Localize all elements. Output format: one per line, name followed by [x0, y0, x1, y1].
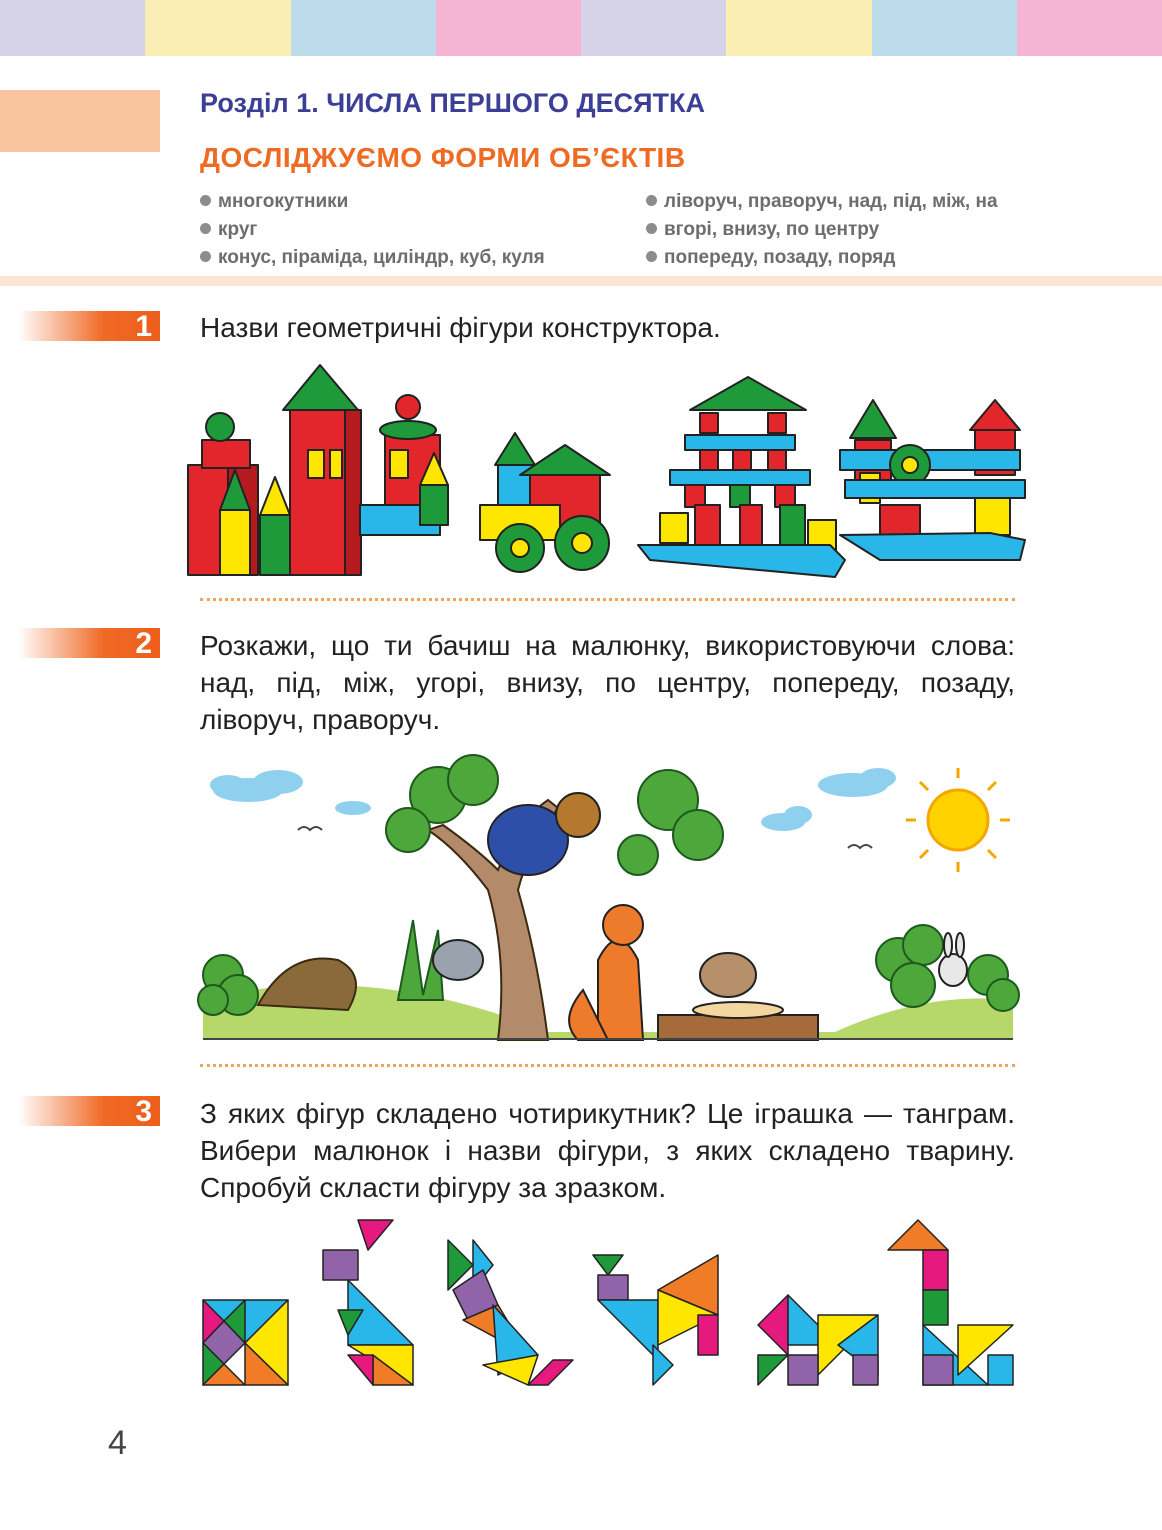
color-strip — [1017, 0, 1162, 56]
color-strip — [291, 0, 436, 56]
chapter-tag — [0, 90, 160, 152]
keyword-text: ліворуч, праворуч, над, під, між, на — [664, 191, 998, 212]
keyword-item — [646, 216, 998, 244]
keyword-item — [200, 216, 545, 244]
color-strip — [436, 0, 581, 56]
dotted-separator — [200, 1064, 1015, 1067]
page-number: 4 — [108, 1424, 127, 1462]
color-strip — [0, 0, 145, 56]
tangram-figures-illustration — [198, 1215, 1018, 1390]
task-1-text: Назви геометричні фігури конструктора. — [200, 312, 721, 343]
bullet-icon — [646, 195, 657, 206]
color-strip — [726, 0, 871, 56]
keyword-text: попереду, позаду, поряд — [664, 247, 896, 268]
task-number-badge — [18, 628, 160, 658]
task-2-text: Розкажи, що ти бачиш на малюнку, використовуючи слова: над, під, між, угорі, внизу, по центру, попереду, позаду, ліворуч, праворуч. — [200, 630, 1015, 735]
keyword-item — [646, 188, 998, 216]
block-constructions-illustration — [180, 355, 1040, 585]
keyword-text: конус, піраміда, циліндр, куб, куля — [218, 247, 545, 268]
header-divider — [0, 276, 1162, 286]
keyword-text: многокутники — [218, 191, 349, 212]
keyword-item — [200, 244, 545, 272]
task-3-text: З яких фігур складено чотирикутник? Це іграшка — танграм. Вибери малюнок і назви фігури, з яких складено тварину. Спробуй скласти фігуру за зразком. — [200, 1098, 1015, 1203]
bullet-icon — [200, 195, 211, 206]
keyword-item — [646, 244, 998, 272]
bullet-icon — [646, 251, 657, 262]
tangram-cat — [448, 1240, 573, 1385]
tangram-giraffe — [888, 1220, 1013, 1385]
color-strip — [145, 0, 290, 56]
task-number: 1 — [135, 310, 152, 343]
tangram-bird — [593, 1255, 718, 1385]
top-color-bar — [0, 0, 1162, 56]
bullet-icon — [200, 223, 211, 234]
sun-icon — [906, 768, 1010, 872]
dotted-separator — [200, 598, 1015, 601]
keyword-text: вгорі, внизу, по центру — [664, 219, 880, 240]
topic-title: ДОСЛІДЖУЄМО ФОРМИ ОБ’ЄКТІВ — [200, 142, 686, 173]
forest-scene-illustration — [198, 760, 1018, 1045]
keyword-item — [200, 188, 545, 216]
keywords-left — [200, 188, 545, 272]
task-number-badge — [18, 1096, 160, 1126]
color-strip — [581, 0, 726, 56]
task-number: 3 — [135, 1095, 152, 1128]
bullet-icon — [646, 223, 657, 234]
color-strip — [872, 0, 1017, 56]
keyword-text: круг — [218, 219, 258, 240]
tangram-square — [203, 1300, 288, 1385]
task-number-badge — [18, 311, 160, 341]
chapter-title: Розділ 1. ЧИСЛА ПЕРШОГО ДЕСЯТКА — [200, 88, 705, 118]
keywords-right — [646, 188, 998, 272]
tangram-rabbit — [323, 1220, 413, 1385]
task-number: 2 — [135, 627, 152, 660]
bullet-icon — [200, 251, 211, 262]
tangram-dog — [758, 1295, 878, 1385]
